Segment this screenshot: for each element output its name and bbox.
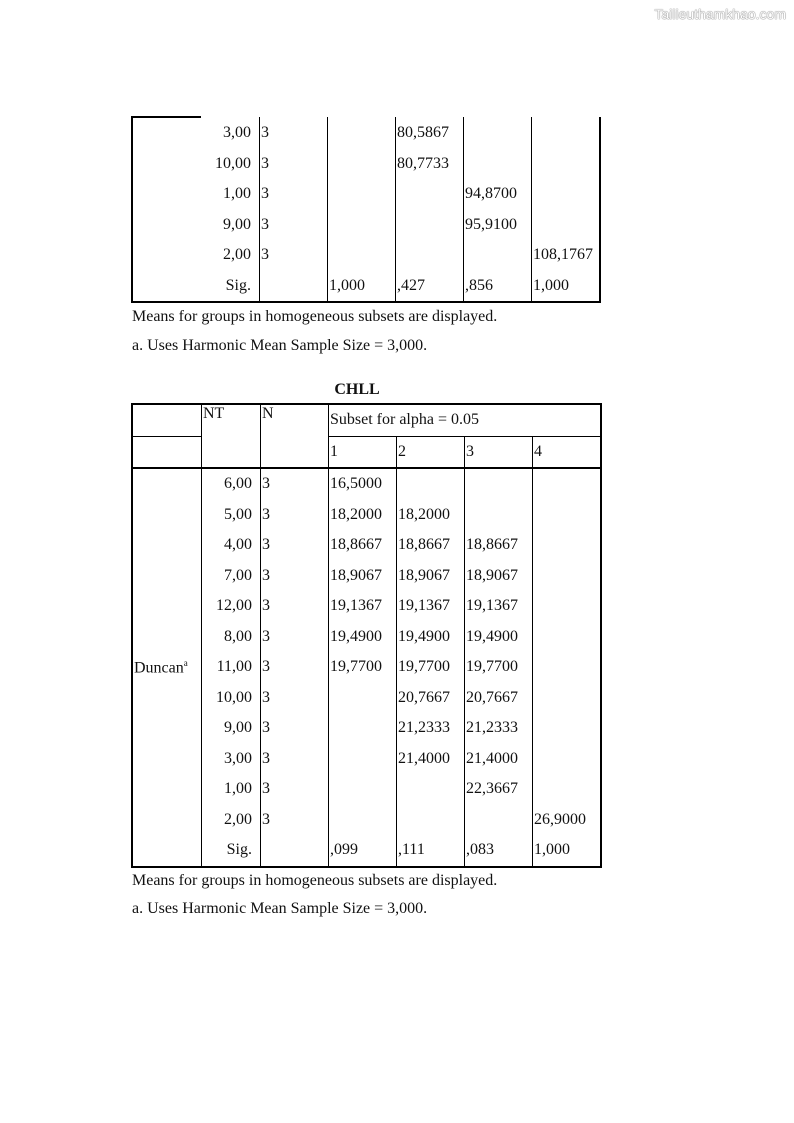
- nt-cell: 3,00: [202, 744, 261, 775]
- nt-cell: 1,00: [223, 185, 251, 203]
- row-label-cell: [132, 805, 202, 836]
- subset-1-cell: 19,1367: [329, 591, 397, 622]
- subset-1-cell: [328, 117, 396, 149]
- subset-2-cell: 18,8667: [397, 530, 465, 561]
- table-row: [132, 744, 601, 775]
- subset-1-cell: [328, 179, 396, 210]
- subset-1-cell: [329, 805, 397, 836]
- nt-cell: 11,00: [202, 652, 261, 683]
- row-label-cell: [132, 713, 202, 744]
- subset-1-cell: [328, 149, 396, 180]
- subset-2-cell: 80,5867: [396, 117, 464, 149]
- subset-2-cell: [397, 774, 465, 805]
- subset-1-cell: 1,000: [328, 271, 396, 303]
- subset-2-cell: [396, 210, 464, 241]
- subset-2-cell: 19,4900: [397, 622, 465, 653]
- subset-3-cell: 20,7667: [465, 683, 533, 714]
- nt-cell: 4,00: [202, 530, 261, 561]
- row-label-cell: [132, 774, 202, 805]
- row-label-cell: [132, 179, 201, 210]
- n-cell: 3: [260, 117, 328, 149]
- row-label-cell: [132, 117, 201, 149]
- subset-4-cell: [533, 683, 602, 714]
- subset-2-cell: ,111: [397, 835, 465, 867]
- subset-2-cell: [396, 240, 464, 271]
- subset-4-cell: [533, 713, 602, 744]
- header-row: [132, 404, 601, 436]
- nt-cell: 3,00: [223, 123, 251, 141]
- header-col-2: 2: [397, 436, 465, 468]
- subset-4-cell: [533, 530, 602, 561]
- subset-4-cell: [532, 179, 601, 210]
- subset-4-cell: 1,000: [533, 835, 602, 867]
- method-label: Duncan: [134, 658, 184, 676]
- method-superscript: a: [183, 657, 188, 668]
- subset-3-cell: 19,4900: [465, 622, 533, 653]
- subset-3-cell: [465, 500, 533, 531]
- subset-2-cell: 80,7733: [396, 149, 464, 180]
- subset-2-cell: 21,4000: [397, 744, 465, 775]
- table2-note-means: Means for groups in homogeneous subsets are displayed.: [132, 872, 498, 889]
- subset-4-cell: [533, 622, 602, 653]
- table-row: [132, 179, 600, 210]
- header-col-1: 1: [329, 436, 397, 468]
- table1-note-means: Means for groups in homogeneous subsets are displayed.: [132, 308, 498, 325]
- subset-2-cell: 18,9067: [397, 561, 465, 592]
- table-row: [132, 713, 601, 744]
- nt-cell: 7,00: [202, 561, 261, 592]
- n-cell: 3: [261, 713, 329, 744]
- table-row: [132, 774, 601, 805]
- subset-3-cell: [464, 149, 532, 180]
- nt-cell: 5,00: [202, 500, 261, 531]
- row-label-cell: [132, 744, 202, 775]
- table1-note-harmonic: a. Uses Harmonic Mean Sample Size = 3,000.: [132, 337, 428, 354]
- subset-1-cell: [328, 240, 396, 271]
- n-cell: 3: [260, 210, 328, 241]
- subset-1-cell: [329, 683, 397, 714]
- table-title: CHLL: [334, 381, 380, 398]
- header-subset: Subset for alpha = 0.05: [329, 404, 602, 436]
- subset-1-cell: [328, 210, 396, 241]
- subset-3-cell: 21,4000: [465, 744, 533, 775]
- row-label-cell: [132, 835, 202, 867]
- row-label-cell: [132, 591, 202, 622]
- subset-3-cell: [465, 468, 533, 500]
- subset-3-cell: 22,3667: [465, 774, 533, 805]
- n-cell: 3: [260, 240, 328, 271]
- nt-cell: 9,00: [202, 713, 261, 744]
- subset-1-cell: 18,8667: [329, 530, 397, 561]
- nt-cell: Sig.: [225, 276, 251, 294]
- row-label-cell: [132, 468, 202, 500]
- row-label-cell: [132, 530, 202, 561]
- subset-1-cell: 18,9067: [329, 561, 397, 592]
- table-row: [132, 835, 601, 867]
- n-cell: 3: [261, 561, 329, 592]
- row-label-cell: [132, 210, 201, 241]
- row-label-cell: [132, 683, 202, 714]
- nt-cell: Sig.: [202, 835, 261, 867]
- table-row: [132, 468, 601, 500]
- subset-4-cell: [533, 561, 602, 592]
- nt-cell: 10,00: [215, 154, 251, 172]
- subset-4-cell: [532, 117, 601, 149]
- subset-4-cell: [532, 149, 601, 180]
- subset-3-cell: [464, 117, 532, 149]
- table-row: [132, 652, 601, 683]
- subset-1-cell: 19,4900: [329, 622, 397, 653]
- header-nt: NT: [202, 404, 261, 468]
- row-label-cell: [132, 500, 202, 531]
- subset-3-cell: 94,8700: [464, 179, 532, 210]
- subset-1-cell: 18,2000: [329, 500, 397, 531]
- subset-3-cell: 19,7700: [465, 652, 533, 683]
- table2-note-harmonic: a. Uses Harmonic Mean Sample Size = 3,000.: [132, 900, 428, 917]
- header-blank: [132, 404, 202, 436]
- subset-1-cell: ,099: [329, 835, 397, 867]
- subset-2-cell: ,427: [396, 271, 464, 303]
- nt-cell: 2,00: [223, 246, 251, 264]
- n-cell: 3: [261, 591, 329, 622]
- table-chll: [131, 403, 602, 868]
- table-row: [132, 240, 600, 271]
- n-cell: 3: [261, 652, 329, 683]
- n-cell: 3: [261, 468, 329, 500]
- nt-cell: 12,00: [202, 591, 261, 622]
- row-label-cell: [132, 271, 201, 303]
- subset-2-cell: [397, 805, 465, 836]
- subset-3-cell: 18,9067: [465, 561, 533, 592]
- subset-4-cell: [533, 652, 602, 683]
- subset-4-cell: [533, 591, 602, 622]
- table-row: [132, 591, 601, 622]
- n-cell: 3: [261, 744, 329, 775]
- table-row: [132, 530, 601, 561]
- subset-4-cell: 108,1767: [532, 240, 601, 271]
- subset-4-cell: [533, 500, 602, 531]
- subset-3-cell: [464, 240, 532, 271]
- n-cell: 3: [261, 500, 329, 531]
- row-label-cell: [132, 561, 202, 592]
- subset-1-cell: 19,7700: [329, 652, 397, 683]
- subset-3-cell: ,083: [465, 835, 533, 867]
- n-cell: 3: [260, 149, 328, 180]
- table-row: [132, 271, 600, 303]
- row-label-cell: [132, 240, 201, 271]
- n-cell: 3: [261, 805, 329, 836]
- n-cell: 3: [261, 683, 329, 714]
- watermark: Tailieuthamkhao.com: [654, 6, 786, 22]
- subset-2-cell: 19,7700: [397, 652, 465, 683]
- table-continuation: [131, 116, 601, 303]
- table-row: [132, 149, 600, 180]
- subset-2-cell: 20,7667: [397, 683, 465, 714]
- table-row: [132, 683, 601, 714]
- subset-4-cell: [533, 468, 602, 500]
- n-cell: [260, 271, 328, 303]
- table-row: [132, 117, 600, 149]
- subset-4-cell: [532, 210, 601, 241]
- subset-2-cell: 18,2000: [397, 500, 465, 531]
- subset-4-cell: [533, 774, 602, 805]
- header-col-3: 3: [465, 436, 533, 468]
- nt-cell: 6,00: [202, 468, 261, 500]
- table-row: [132, 561, 601, 592]
- n-cell: 3: [261, 622, 329, 653]
- row-label-cell: [132, 652, 202, 683]
- nt-cell: 8,00: [202, 622, 261, 653]
- subset-1-cell: 16,5000: [329, 468, 397, 500]
- subset-4-cell: 26,9000: [533, 805, 602, 836]
- subset-2-cell: 21,2333: [397, 713, 465, 744]
- subset-2-cell: [396, 179, 464, 210]
- n-cell: 3: [261, 530, 329, 561]
- subset-3-cell: 95,9100: [464, 210, 532, 241]
- subset-1-cell: [329, 774, 397, 805]
- nt-cell: 2,00: [202, 805, 261, 836]
- n-cell: 3: [261, 774, 329, 805]
- subset-4-cell: [533, 744, 602, 775]
- subset-2-cell: [397, 468, 465, 500]
- subset-1-cell: [329, 744, 397, 775]
- subset-3-cell: 18,8667: [465, 530, 533, 561]
- n-cell: [261, 835, 329, 867]
- table-row: [132, 622, 601, 653]
- row-label-cell: [132, 149, 201, 180]
- nt-cell: 10,00: [202, 683, 261, 714]
- n-cell: 3: [260, 179, 328, 210]
- nt-cell: 9,00: [223, 215, 251, 233]
- subset-4-cell: 1,000: [532, 271, 601, 303]
- nt-cell: 1,00: [202, 774, 261, 805]
- table-row: [132, 805, 601, 836]
- header-n: N: [261, 404, 329, 468]
- subset-3-cell: ,856: [464, 271, 532, 303]
- subset-3-cell: [465, 805, 533, 836]
- row-label-cell: [132, 622, 202, 653]
- subset-2-cell: 19,1367: [397, 591, 465, 622]
- subset-1-cell: [329, 713, 397, 744]
- header-col-4: 4: [533, 436, 602, 468]
- subset-3-cell: 19,1367: [465, 591, 533, 622]
- subset-3-cell: 21,2333: [465, 713, 533, 744]
- header-blank-2: [132, 436, 202, 468]
- table-row: [132, 500, 601, 531]
- table-row: [132, 210, 600, 241]
